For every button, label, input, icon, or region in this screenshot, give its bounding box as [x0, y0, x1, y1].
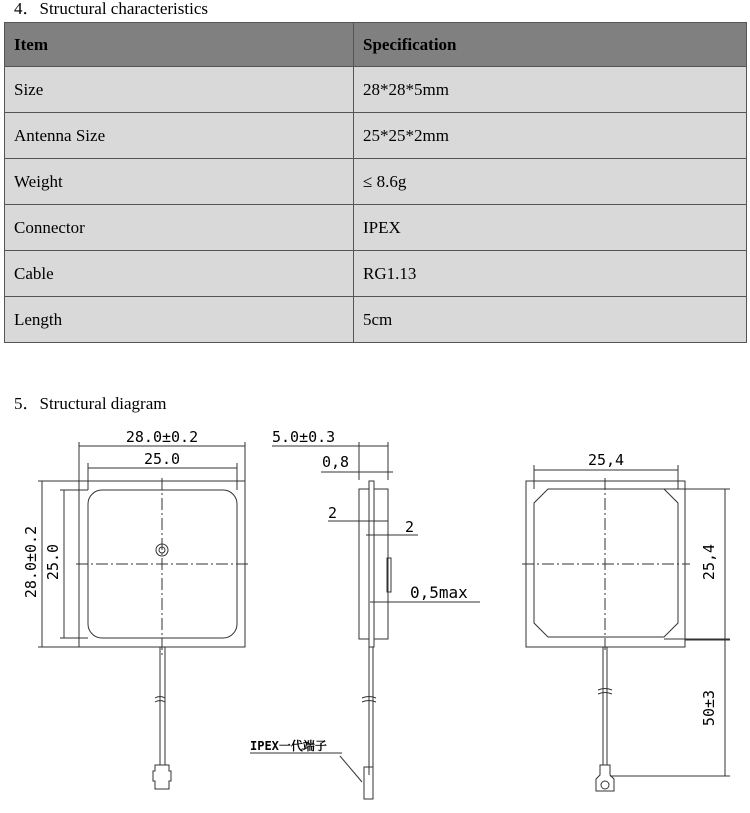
cell-item: Weight — [5, 159, 354, 205]
cell-item: Cable — [5, 251, 354, 297]
table-row — [5, 205, 747, 251]
side-board-label: 0,8 — [322, 453, 350, 471]
side-thickness-label: 5.0±0.3 — [272, 428, 336, 446]
header-item: Item — [5, 23, 354, 67]
header-specification: Specification — [354, 23, 747, 67]
cell-spec: ≤ 8.6g — [354, 159, 747, 205]
cell-item: Connector — [5, 205, 354, 251]
section-5-title: 5．Structural diagram — [14, 394, 167, 413]
front-view — [22, 428, 248, 789]
cell-spec: 28*28*5mm — [354, 67, 747, 113]
front-height-label: 28.0±0.2 — [22, 525, 40, 599]
back-width-label: 25,4 — [587, 451, 625, 469]
front-inner-height-label: 25.0 — [44, 543, 62, 581]
cell-spec: IPEX — [354, 205, 747, 251]
cell-item: Length — [5, 297, 354, 343]
side-max-label: 0,5max — [410, 583, 468, 602]
connector-label: IPEX一代端子 — [250, 739, 327, 753]
back-height-label: 25,4 — [700, 543, 718, 581]
cell-spec: 5cm — [354, 297, 747, 343]
table-row — [5, 251, 747, 297]
back-view — [522, 451, 730, 791]
structural-characteristics-table — [4, 22, 747, 343]
front-inner-width-label: 25.0 — [143, 450, 181, 468]
cell-spec: 25*25*2mm — [354, 113, 747, 159]
table-row — [5, 159, 747, 205]
section-4-title: 4．Structural characteristics — [14, 0, 209, 18]
front-width-label: 28.0±0.2 — [125, 428, 199, 446]
table-header-row — [5, 23, 747, 67]
cell-item: Size — [5, 67, 354, 113]
table-row — [5, 113, 747, 159]
cell-spec: RG1.13 — [354, 251, 747, 297]
cell-item: Antenna Size — [5, 113, 354, 159]
structural-diagram — [0, 420, 750, 813]
side-patch-right-label: 2 — [405, 518, 415, 536]
table-row — [5, 297, 747, 343]
side-patch-left-label: 2 — [328, 504, 338, 522]
cable-length-label: 50±3 — [700, 689, 718, 727]
side-view — [250, 428, 480, 799]
table-row — [5, 67, 747, 113]
